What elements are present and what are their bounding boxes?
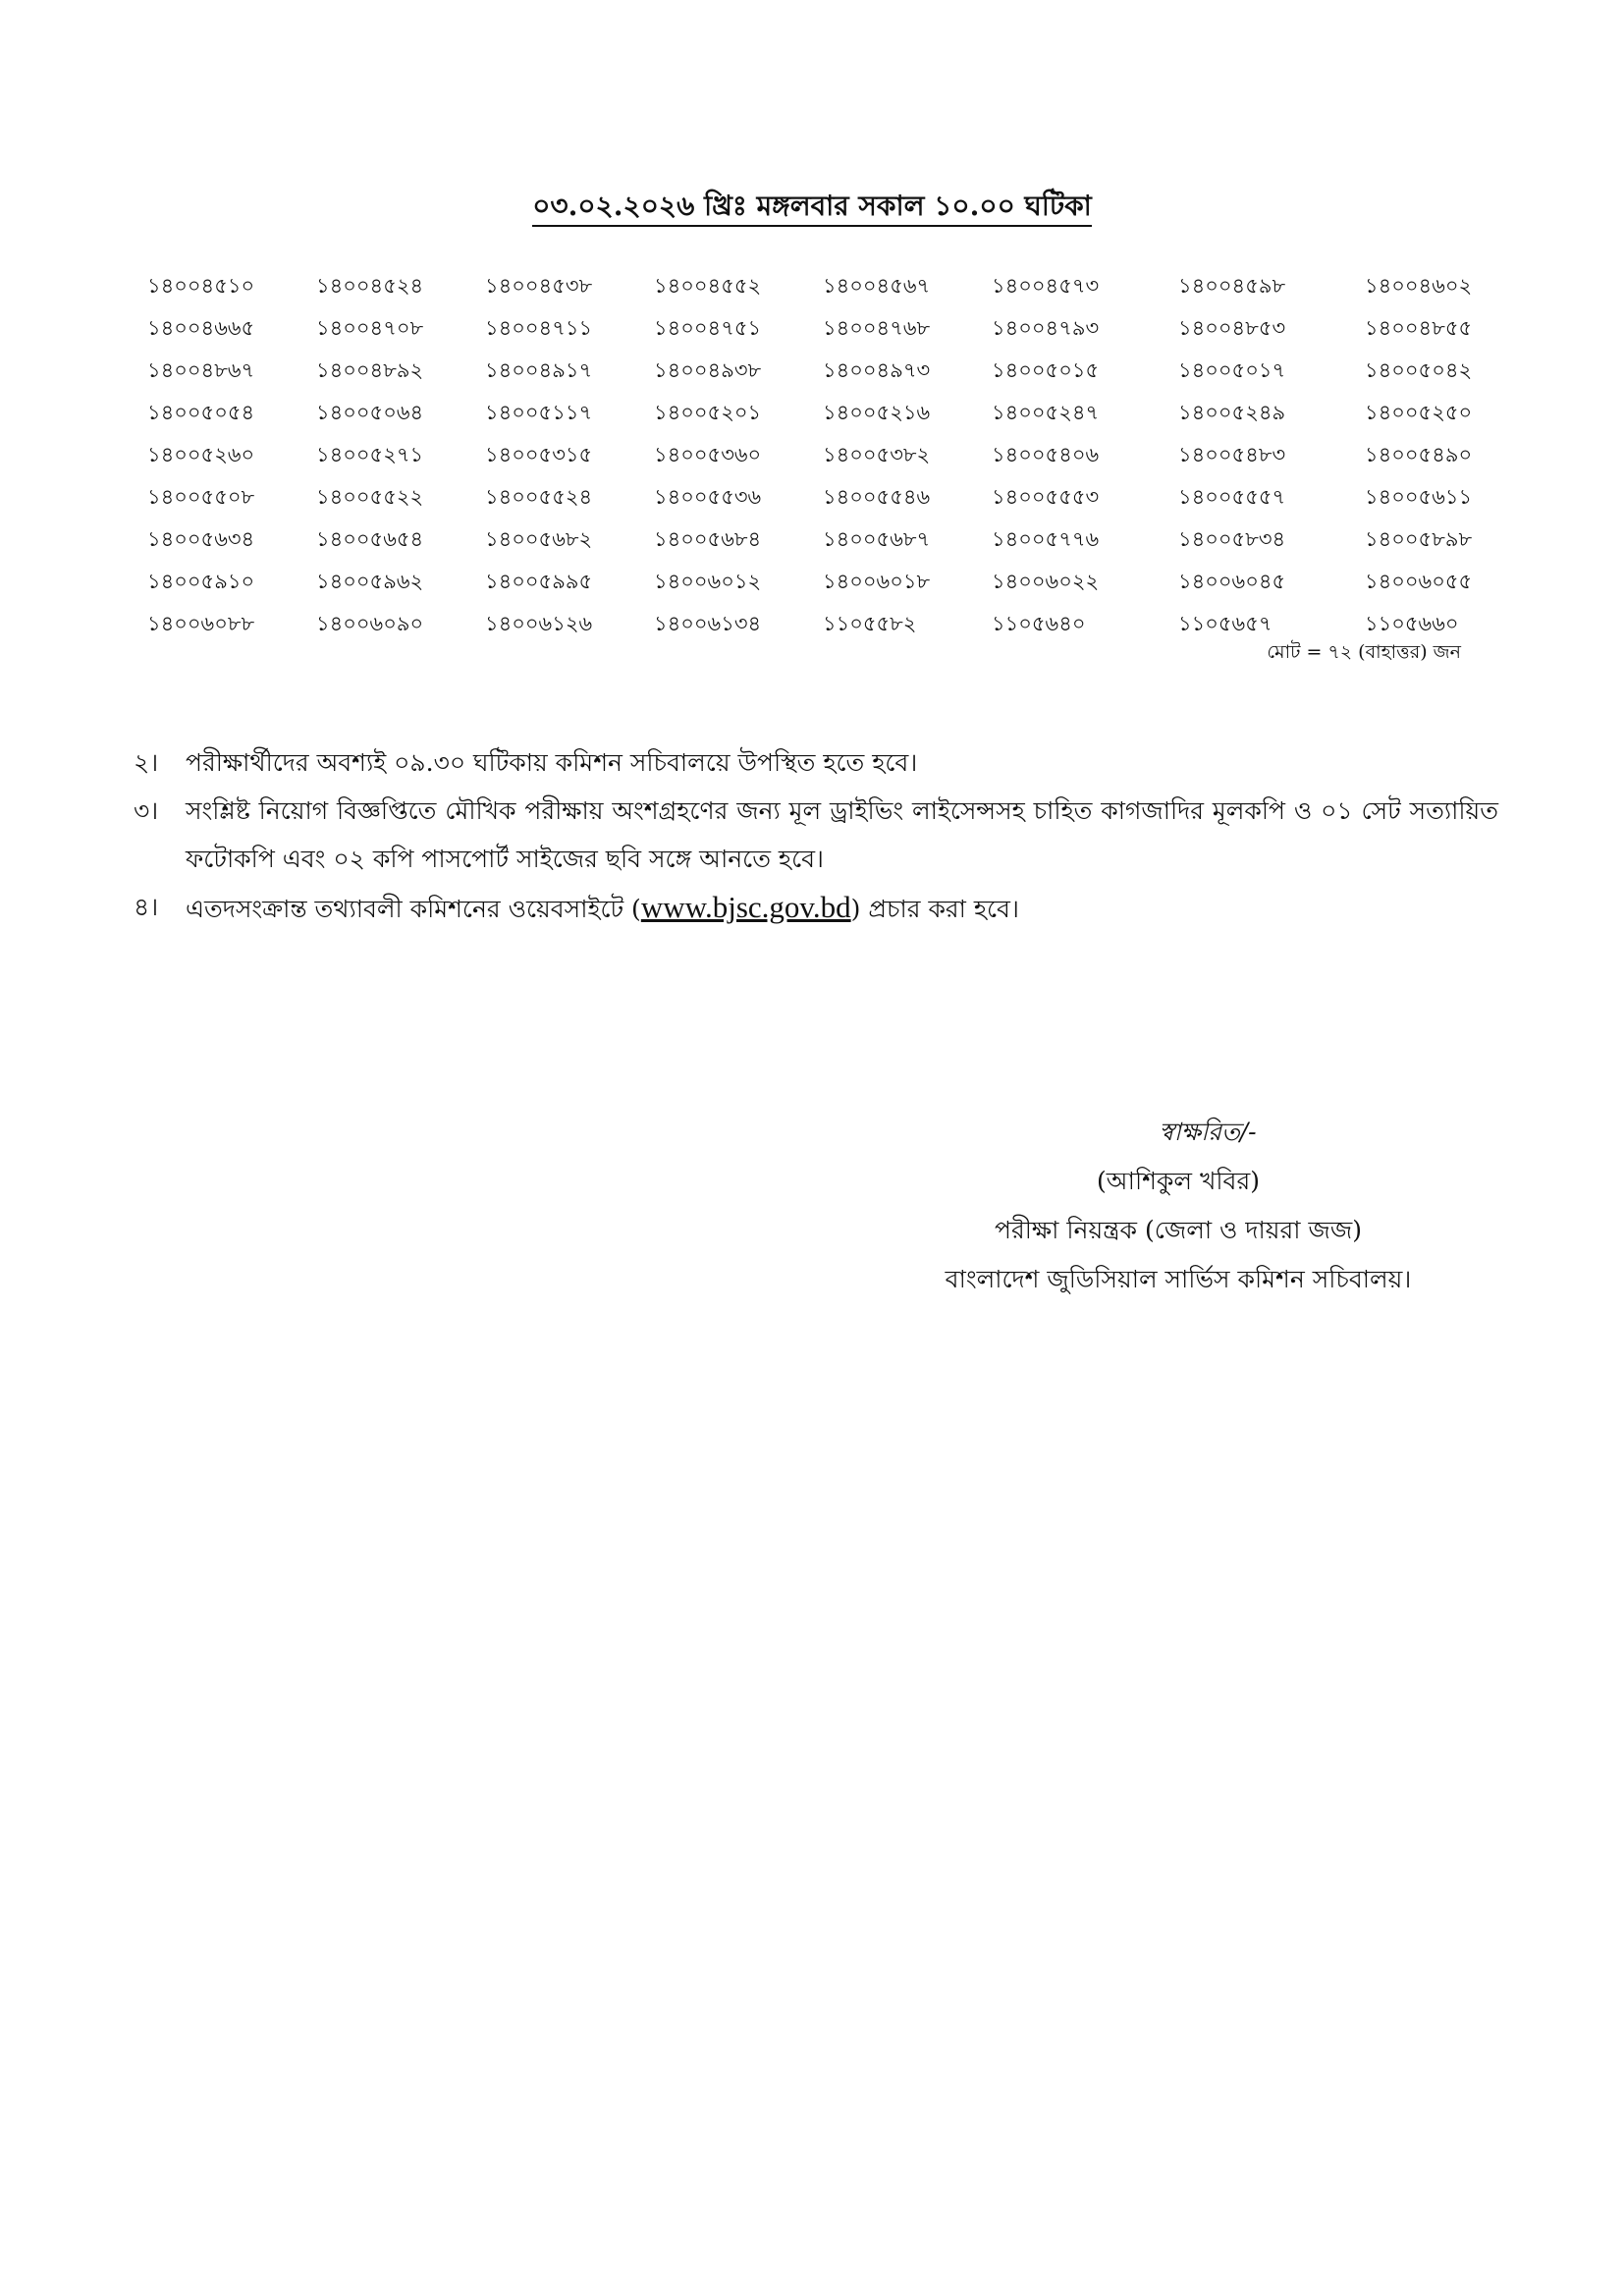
- roll-number-cell: ১৪০০৫৬৫৪: [316, 527, 424, 551]
- roll-number-cell: ১৪০০৬১৩৪: [654, 612, 762, 635]
- roll-number-cell: ১৪০০৪৮৬৭: [147, 358, 255, 382]
- roll-number-cell: ১৪০০৫২১৬: [823, 401, 931, 424]
- roll-number-cell: ১৪০০৫৩১৫: [485, 443, 593, 466]
- instruction-item: [134, 883, 1498, 933]
- website-link[interactable]: www.bjsc.gov.bd: [640, 890, 851, 924]
- roll-number-cell: ১৪০০৪৮৫৫: [1365, 316, 1473, 340]
- roll-number-cell: ১৪০০৫৮৩৪: [1178, 527, 1286, 551]
- roll-number-cell: ১৪০০৪৭৬৮: [823, 316, 931, 340]
- roll-number-cell: ১৪০০৫৫৫৭: [1178, 485, 1286, 509]
- roll-number-cell: ১৪০০৪৬০২: [1365, 274, 1473, 298]
- instruction-number: ৪।: [134, 893, 159, 921]
- instruction-text-after: ) প্রচার করা হবে।: [850, 895, 1019, 923]
- roll-number-cell: ১৪০০৬১২৬: [485, 612, 593, 635]
- roll-number-cell: ১৪০০৫৪৯০: [1365, 443, 1473, 466]
- instruction-text-before: এতদসংক্রান্ত তথ্যাবলী কমিশনের ওয়েবসাইটে (: [186, 895, 641, 923]
- roll-number-cell: ১৪০০৫৭৭৬: [992, 527, 1100, 551]
- roll-number-cell: ১৪০০৫৬৮২: [485, 527, 593, 551]
- signatory-name: (আশিকুল খবির): [1097, 1167, 1260, 1195]
- roll-number-cell: ১৪০০৫৪৮৩: [1178, 443, 1286, 466]
- roll-number-cell: ১১০৫৬৪০: [992, 612, 1086, 635]
- roll-number-cell: ১৪০০৫৫২৪: [485, 485, 593, 509]
- roll-number-cell: ১৪০০৬০১২: [654, 570, 762, 593]
- roll-number-cell: ১৪০০৫৫০৮: [147, 485, 255, 509]
- roll-number-cell: ১৪০০৫৫৪৬: [823, 485, 931, 509]
- roll-number-cell: ১৪০০৪৫১০: [147, 274, 255, 298]
- roll-number-cell: ১৪০০৫২৭১: [316, 443, 424, 466]
- roll-number-cell: ১৪০০৫২০১: [654, 401, 762, 424]
- roll-number-cell: ১৪০০৪৬৬৫: [147, 316, 255, 340]
- roll-number-cell: ১৪০০৫৫৩৬: [654, 485, 762, 509]
- roll-number-cell: ১৪০০৫১১৭: [485, 401, 593, 424]
- roll-number-cell: ১৪০০৫৬৮৭: [823, 527, 931, 551]
- roll-number-cell: ১৪০০৫৩৬০: [654, 443, 762, 466]
- total-count: মোট = ৭২ (বাহাত্তর) জন: [1267, 641, 1461, 663]
- roll-number-cell: ১৪০০৫৯৯৫: [485, 570, 593, 593]
- roll-number-cell: ১৪০০৬০২২: [992, 570, 1100, 593]
- roll-number-cell: ১৪০০৫২৪৯: [1178, 401, 1286, 424]
- roll-number-cell: ১৪০০৫২৫০: [1365, 401, 1473, 424]
- roll-number-cell: ১৪০০৫০৬৪: [316, 401, 424, 424]
- roll-number-cell: ১৪০০৬০৪৫: [1178, 570, 1286, 593]
- roll-number-cell: ১৪০০৫২৪৭: [992, 401, 1100, 424]
- roll-number-cell: ১১০৫৬৬০: [1365, 612, 1459, 635]
- roll-number-cell: ১৪০০৫০১৫: [992, 358, 1100, 382]
- exam-schedule-heading: [0, 185, 1624, 231]
- roll-number-cell: ১৪০০৪৫৫২: [654, 274, 762, 298]
- roll-number-cell: ১৪০০৫০৪২: [1365, 358, 1473, 382]
- roll-number-grid: [147, 265, 1483, 645]
- roll-number-cell: ১৪০০৪৮৫৩: [1178, 316, 1286, 340]
- roll-number-cell: ১৪০০৫৯১০: [147, 570, 255, 593]
- signature-block: [864, 1108, 1492, 1304]
- roll-number-cell: ১৪০০৪৯৭৩: [823, 358, 931, 382]
- instruction-item: [134, 738, 1498, 787]
- instruction-item: [134, 787, 1498, 883]
- roll-number-cell: ১৪০০৪৭১১: [485, 316, 593, 340]
- instructions-list: [134, 738, 1498, 933]
- roll-number-cell: ১১০৫৫৮২: [823, 612, 917, 635]
- roll-number-cell: ১৪০০৪৭৫১: [654, 316, 762, 340]
- roll-number-cell: ১৪০০৬০১৮: [823, 570, 931, 593]
- roll-number-cell: ১৪০০৪৭০৮: [316, 316, 424, 340]
- roll-number-cell: ১৪০০৪৭৯৩: [992, 316, 1100, 340]
- roll-number-cell: ১৪০০৫৬৮৪: [654, 527, 762, 551]
- roll-number-cell: ১৪০০৫৫২২: [316, 485, 424, 509]
- roll-number-cell: ১৪০০৫০৫৪: [147, 401, 255, 424]
- roll-number-cell: ১৪০০৪৫৩৮: [485, 274, 593, 298]
- heading-text: ০৩.০২.২০২৬ খ্রিঃ মঙ্গলবার সকাল ১০.০০ ঘটিকা: [532, 190, 1092, 227]
- roll-number-cell: ১৪০০৫৪০৬: [992, 443, 1100, 466]
- roll-number-cell: ১৪০০৫৬৩৪: [147, 527, 255, 551]
- signatory-designation: পরীক্ষা নিয়ন্ত্রক (জেলা ও দায়রা জজ): [995, 1216, 1362, 1244]
- instruction-text: [186, 883, 1498, 933]
- roll-number-cell: ১৪০০৫৮৯৮: [1365, 527, 1473, 551]
- roll-number-cell: ১৪০০৫৫৫৩: [992, 485, 1100, 509]
- roll-number-cell: ১৪০০৪৫৭৩: [992, 274, 1100, 298]
- roll-number-cell: ১৪০০৪৫২৪: [316, 274, 424, 298]
- roll-number-cell: ১৪০০৬০৯০: [316, 612, 424, 635]
- roll-number-cell: ১৪০০৪৯৩৮: [654, 358, 762, 382]
- roll-number-cell: ১৪০০৬০৫৫: [1365, 570, 1473, 593]
- roll-number-cell: ১৪০০৪৫৬৭: [823, 274, 931, 298]
- roll-number-cell: ১৪০০৪৮৯২: [316, 358, 424, 382]
- instruction-number: ৩।: [134, 796, 159, 825]
- roll-number-cell: ১৪০০৫৯৬২: [316, 570, 424, 593]
- roll-number-cell: ১১০৫৬৫৭: [1178, 612, 1272, 635]
- roll-number-cell: ১৪০০৫৩৮২: [823, 443, 931, 466]
- roll-number-cell: ১৪০০৫২৬০: [147, 443, 255, 466]
- instruction-text: পরীক্ষার্থীদের অবশ্যই ০৯.৩০ ঘটিকায় কমিশন সচিবালয়ে উপস্থিত হতে হবে।: [186, 748, 918, 777]
- roll-number-cell: ১৪০০৪৯১৭: [485, 358, 593, 382]
- roll-number-cell: ১৪০০৫৬১১: [1365, 485, 1473, 509]
- roll-number-cell: ১৪০০৬০৮৮: [147, 612, 255, 635]
- instruction-text: সংশ্লিষ্ট নিয়োগ বিজ্ঞপ্তিতে মৌখিক পরীক্ষায় অংশগ্রহণের জন্য মূল ড্রাইভিং লাইসেন্সসহ চাহিত কাগজাদির মূলকপি ও ০১ সেট সত্যায়িত ফটোকপি এবং ০২ কপি পাসপোর্ট সাইজের ছবি সঙ্গে আনতে হবে।: [186, 796, 1498, 873]
- roll-number-cell: ১৪০০৪৫৯৮: [1178, 274, 1286, 298]
- signed-mark: স্বাক্ষরিত/-: [1159, 1118, 1257, 1146]
- instruction-number: ২।: [134, 748, 159, 777]
- signatory-office: বাংলাদেশ জুডিসিয়াল সার্ভিস কমিশন সচিবালয়।: [945, 1265, 1412, 1293]
- roll-number-cell: ১৪০০৫০১৭: [1178, 358, 1286, 382]
